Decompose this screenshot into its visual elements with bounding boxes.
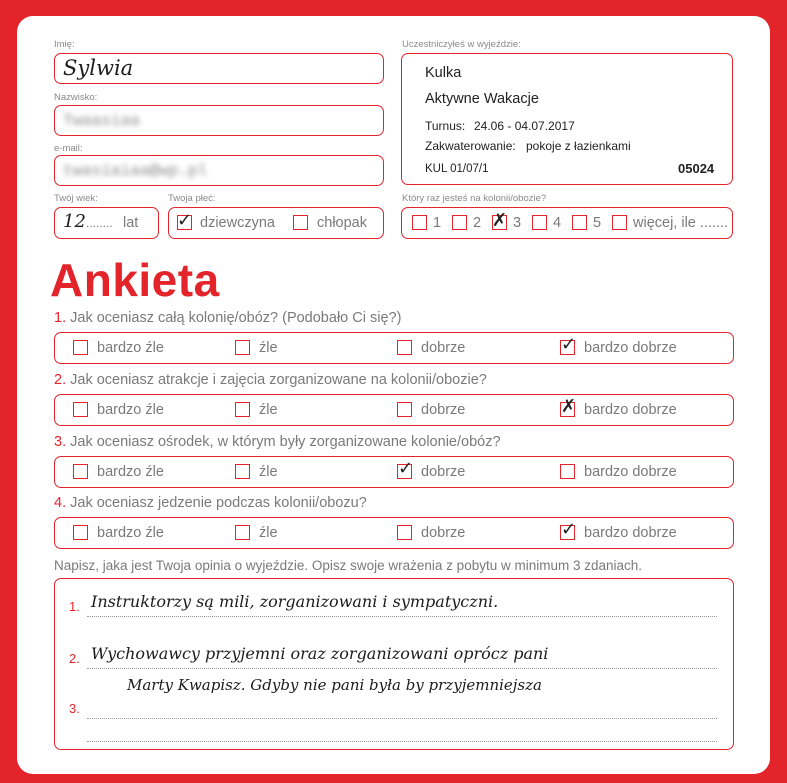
rating-label: bardzo dobrze — [584, 464, 677, 480]
rating-checkbox-2[interactable] — [235, 402, 250, 417]
opinion-number-1: 1. — [69, 599, 80, 614]
email-field[interactable] — [54, 155, 384, 186]
rating-checkbox-2[interactable] — [235, 340, 250, 355]
opinion-number-3: 3. — [69, 701, 80, 716]
surname-label: Nazwisko: — [54, 92, 98, 103]
question-3-text — [54, 434, 501, 450]
age-dots: ........ — [86, 216, 113, 230]
turnus-label: Turnus: — [425, 119, 466, 133]
gender-field — [168, 207, 384, 239]
name-field[interactable] — [54, 53, 384, 84]
opinion-box[interactable] — [54, 578, 734, 750]
rating-label: dobrze — [421, 340, 466, 356]
survey-title: Ankieta — [50, 254, 220, 306]
times-field — [401, 207, 733, 239]
times-option-label: więcej, ile ....... — [633, 215, 729, 231]
question-label: Jak oceniasz atrakcje i zajęcia zorganizowane na kolonii/obozie? — [70, 372, 487, 388]
check-mark-icon: ✓ — [561, 334, 577, 355]
question-1-options — [54, 332, 734, 364]
age-label: Twój wiek: — [54, 193, 98, 204]
surname-field[interactable] — [54, 105, 384, 136]
email-label: e-mail: — [54, 143, 83, 154]
rating-label: źle — [259, 402, 278, 418]
name-value: Sylwia — [63, 56, 134, 80]
rating-label: bardzo źle — [97, 464, 164, 480]
trip-section-label: Uczestniczyłeś w wyjeździe: — [402, 39, 521, 50]
rating-label: bardzo źle — [97, 402, 164, 418]
times-checkbox-5[interactable] — [572, 215, 587, 230]
rating-checkbox-2[interactable] — [235, 464, 250, 479]
times-checkbox-1[interactable] — [412, 215, 427, 230]
trip-info-box — [401, 53, 733, 185]
rating-label: dobrze — [421, 402, 466, 418]
age-unit: lat — [123, 215, 139, 231]
trip-program: Aktywne Wakacje — [425, 91, 539, 107]
opinion-line-3: Marty Kwapisz. Gdyby nie pani była by przyjemniejsza — [127, 676, 542, 694]
question-3-options — [54, 456, 734, 488]
surname-value: Twaasiaa — [63, 112, 140, 130]
question-4-options — [54, 517, 734, 549]
male-checkbox[interactable] — [293, 215, 308, 230]
male-label: chłopak — [317, 215, 367, 231]
times-option-label: 1 — [433, 215, 442, 231]
check-mark-icon: ✓ — [177, 210, 193, 231]
times-option-label: 3 — [513, 215, 522, 231]
rating-label: bardzo źle — [97, 525, 164, 541]
turnus-value: 24.06 - 04.07.2017 — [474, 119, 575, 133]
question-2-text — [54, 372, 487, 388]
rating-label: źle — [259, 464, 278, 480]
rating-label: dobrze — [421, 525, 466, 541]
rating-label: źle — [259, 525, 278, 541]
trip-code: KUL 01/07/1 — [425, 163, 489, 175]
rating-checkbox-3[interactable] — [397, 340, 412, 355]
question-number: 2. — [54, 372, 67, 388]
question-label: Jak oceniasz ośrodek, w którym były zorganizowane kolonie/obóz? — [70, 434, 501, 450]
rating-label: źle — [259, 340, 278, 356]
times-label: Który raz jesteś na kolonii/obozie? — [402, 193, 547, 204]
rating-checkbox-4[interactable] — [560, 396, 577, 417]
age-value: 12 — [63, 211, 86, 232]
rating-checkbox-4[interactable] — [560, 334, 577, 355]
name-label: Imię: — [54, 39, 75, 50]
times-checkbox-4[interactable] — [532, 215, 547, 230]
question-number: 3. — [54, 434, 67, 450]
times-option-label: 2 — [473, 215, 482, 231]
times-option-label: 5 — [593, 215, 602, 231]
question-4-text — [54, 495, 367, 511]
age-field[interactable] — [54, 207, 159, 239]
question-number: 1. — [54, 310, 67, 326]
rating-checkbox-4[interactable] — [560, 464, 575, 479]
rating-label: bardzo dobrze — [584, 525, 677, 541]
female-checkbox[interactable] — [177, 210, 193, 231]
check-mark-icon: ✗ — [561, 396, 577, 417]
times-checkbox-2[interactable] — [452, 215, 467, 230]
rating-label: bardzo dobrze — [584, 340, 677, 356]
opinion-prompt: Napisz, jaka jest Twoja opinia o wyjeździe. Opisz swoje wrażenia z pobytu w minimum 3 zdaniach. — [54, 558, 643, 573]
opinion-number-2: 2. — [69, 651, 80, 666]
check-mark-icon: ✓ — [561, 519, 577, 540]
check-mark-icon: ✗ — [492, 210, 508, 231]
opinion-line-2: Wychowawcy przyjemni oraz zorganizowani oprócz pani — [91, 644, 549, 663]
times-option-label: 4 — [553, 215, 562, 231]
lodging-value: pokoje z łazienkami — [526, 139, 631, 153]
email-value: twasiaiaa@wp.pl — [63, 162, 208, 180]
rating-checkbox-2[interactable] — [235, 525, 250, 540]
rating-label: bardzo dobrze — [584, 402, 677, 418]
question-label: Jak oceniasz jedzenie podczas kolonii/obozu? — [70, 495, 367, 511]
trip-org: Kulka — [425, 65, 462, 81]
times-checkbox-3[interactable] — [492, 210, 508, 231]
question-label: Jak oceniasz całą kolonię/obóz? (Podobało Ci się?) — [70, 310, 402, 326]
rating-checkbox-3[interactable] — [397, 458, 414, 479]
rating-checkbox-3[interactable] — [397, 402, 412, 417]
rating-checkbox-1[interactable] — [73, 402, 88, 417]
rating-checkbox-1[interactable] — [73, 340, 88, 355]
question-2-options — [54, 394, 734, 426]
check-mark-icon: ✓ — [398, 458, 414, 479]
female-label: dziewczyna — [200, 215, 275, 231]
question-1-text — [54, 310, 401, 326]
question-number: 4. — [54, 495, 67, 511]
rating-checkbox-4[interactable] — [560, 519, 577, 540]
opinion-line-1: Instruktorzy są mili, zorganizowani i sympatyczni. — [91, 592, 499, 611]
trip-number: 05024 — [678, 161, 715, 176]
rating-checkbox-1[interactable] — [73, 525, 88, 540]
gender-label: Twoja płeć: — [168, 193, 216, 204]
rating-checkbox-3[interactable] — [397, 525, 412, 540]
rating-checkbox-1[interactable] — [73, 464, 88, 479]
rating-label: dobrze — [421, 464, 466, 480]
times-checkbox-6[interactable] — [612, 215, 627, 230]
rating-label: bardzo źle — [97, 340, 164, 356]
lodging-label: Zakwaterowanie: — [425, 139, 516, 153]
